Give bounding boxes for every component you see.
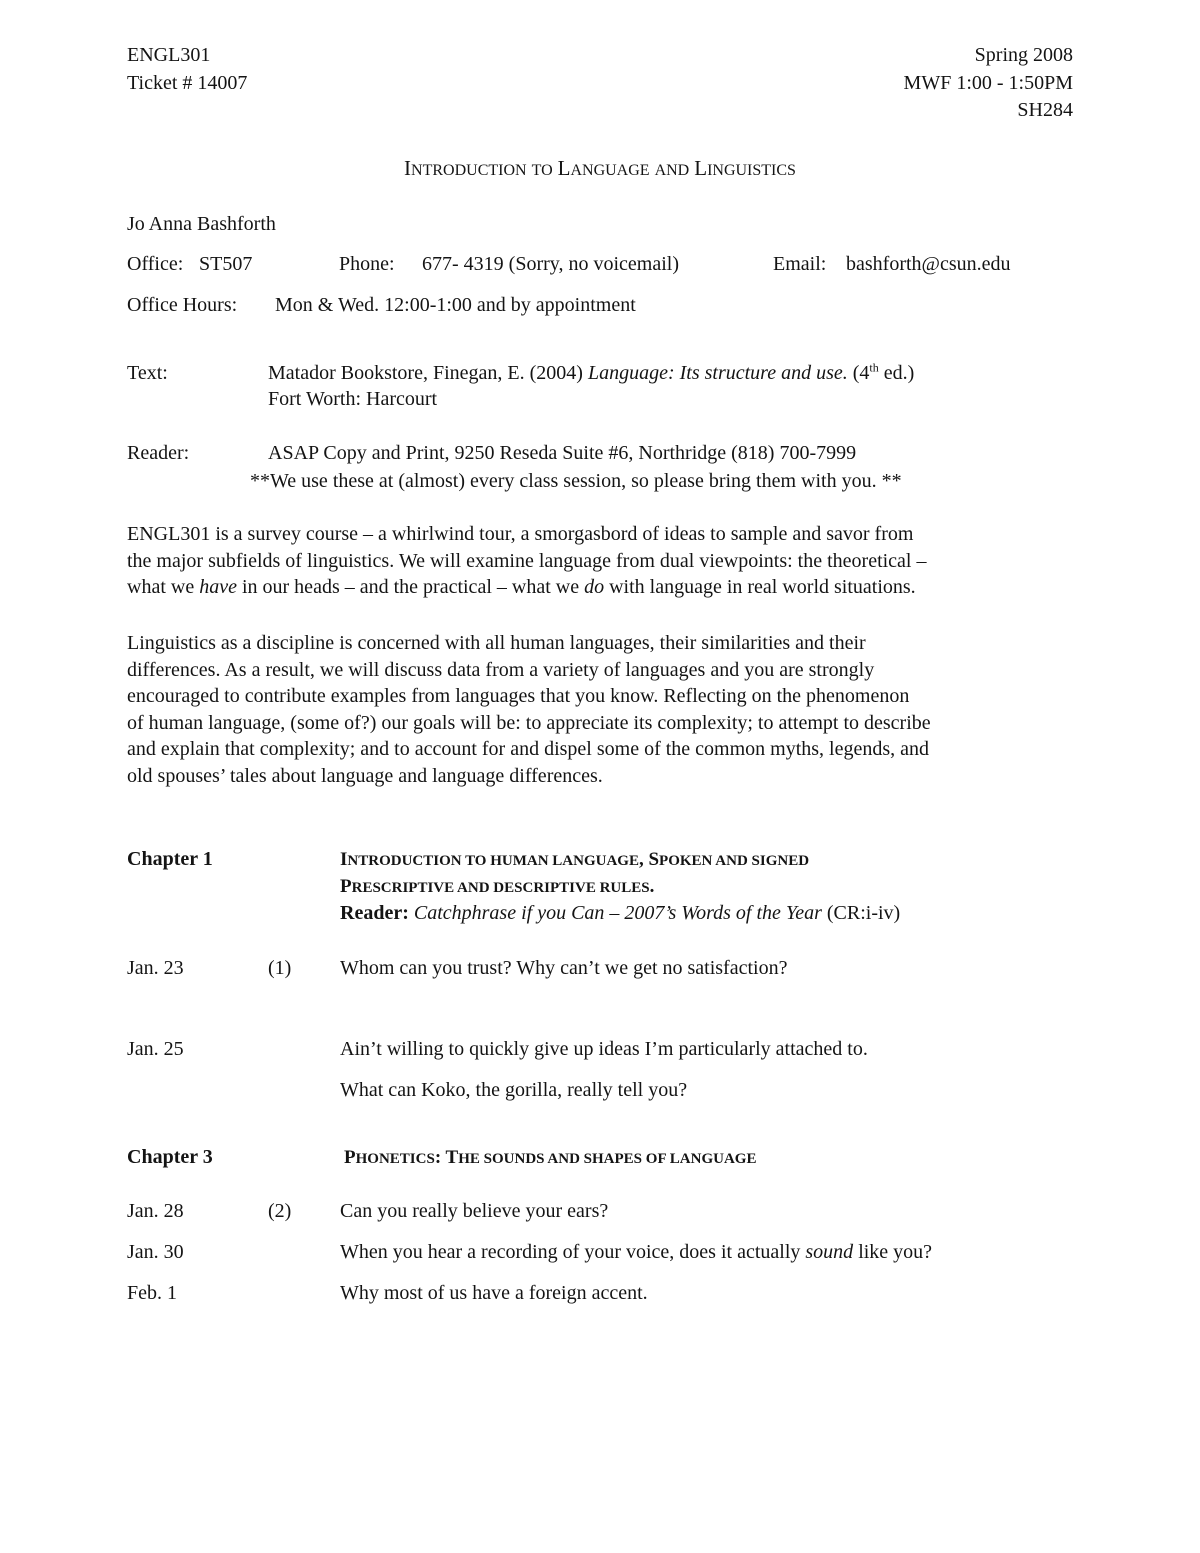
reader-source: ASAP Copy and Print, 9250 Reseda Suite #6, Northridge (818) 700-7999 bbox=[268, 442, 857, 464]
textbook-publisher: Fort Worth: Harcourt bbox=[268, 388, 438, 410]
office-hours-label: Office Hours: bbox=[127, 294, 238, 316]
office-hours: Mon & Wed. 12:00-1:00 and by appointment bbox=[275, 294, 636, 316]
reader-note: **We use these at (almost) every class session, so please bring them with you. ** bbox=[250, 470, 902, 492]
schedule-date: Jan. 23 bbox=[127, 957, 184, 979]
schedule-topic: Can you really believe your ears? bbox=[340, 1200, 609, 1222]
meeting-schedule: MWF 1:00 - 1:50PM bbox=[903, 72, 1073, 94]
schedule-date: Feb. 1 bbox=[127, 1282, 177, 1304]
room: SH284 bbox=[1017, 99, 1073, 121]
phone-label: Phone: bbox=[339, 253, 395, 275]
goals-paragraph: Linguistics as a discipline is concerned with all human languages, their similarities and their differences. As a result, we will discuss data from a variety of languages and you are strongly encouraged to contribute examples from languages that you know. Reflecting on the phenomenon of human language, (some of?) our goals will be: to appreciate its complexity; to attempt to describe and explain that complexity; and to account for and dispel some of the common myths, legends, and old spouses’ tales about language and language differences. bbox=[127, 632, 931, 787]
schedule-topic: Ain’t willing to quickly give up ideas I’m particularly attached to. bbox=[340, 1038, 868, 1060]
schedule-topic: Whom can you trust? Why can’t we get no satisfaction? bbox=[340, 957, 788, 979]
schedule-topic: What can Koko, the gorilla, really tell you? bbox=[340, 1079, 688, 1101]
chapter-3-label: Chapter 3 bbox=[127, 1146, 213, 1168]
schedule-topic: When you hear a recording of your voice, does it actually sound like you? bbox=[340, 1241, 933, 1263]
textbook-line: Matador Bookstore, Finegan, E. (2004) Language: Its structure and use. (4th ed.) bbox=[268, 360, 915, 384]
chapter-3-heading: PHONETICS: THE SOUNDS AND SHAPES OF LANGUAGE bbox=[344, 1147, 757, 1168]
text-label: Text: bbox=[127, 362, 168, 384]
chapter-1-reader: Reader: Catchphrase if you Can – 2007’s Words of the Year (CR:i-iv) bbox=[340, 902, 901, 924]
email-address[interactable]: bashforth@csun.edu bbox=[846, 253, 1011, 275]
schedule-date: Jan. 28 bbox=[127, 1200, 184, 1222]
intro-paragraph: ENGL301 is a survey course – a whirlwind tour, a smorgasbord of ideas to sample and savor from the major subfields of linguistics. We will examine language from dual viewpoints: the theoretical – what we have in our heads – and the practical – what we do with language in real world situations. bbox=[127, 523, 927, 599]
course-code: ENGL301 bbox=[127, 44, 211, 66]
schedule-date: Jan. 30 bbox=[127, 1241, 184, 1263]
term: Spring 2008 bbox=[974, 44, 1073, 66]
instructor-name: Jo Anna Bashforth bbox=[127, 213, 276, 235]
phone-number: 677- 4319 (Sorry, no voicemail) bbox=[422, 253, 679, 275]
schedule-week: (1) bbox=[268, 957, 292, 979]
chapter-1-heading: INTRODUCTION TO HUMAN LANGUAGE, SPOKEN AND SIGNED bbox=[340, 849, 810, 870]
office-label: Office: bbox=[127, 253, 184, 275]
ticket-number: Ticket # 14007 bbox=[127, 72, 248, 94]
schedule-topic: Why most of us have a foreign accent. bbox=[340, 1282, 648, 1304]
email-label: Email: bbox=[773, 253, 827, 275]
schedule-week: (2) bbox=[268, 1200, 292, 1222]
reader-label: Reader: bbox=[127, 442, 190, 464]
chapter-1-label: Chapter 1 bbox=[127, 848, 213, 870]
schedule-date: Jan. 25 bbox=[127, 1038, 184, 1060]
chapter-1-subheading: PRESCRIPTIVE AND DESCRIPTIVE RULES. bbox=[340, 876, 655, 897]
page-title: INTRODUCTION TO LANGUAGE AND LINGUISTICS bbox=[404, 156, 796, 180]
office-room: ST507 bbox=[199, 253, 253, 275]
